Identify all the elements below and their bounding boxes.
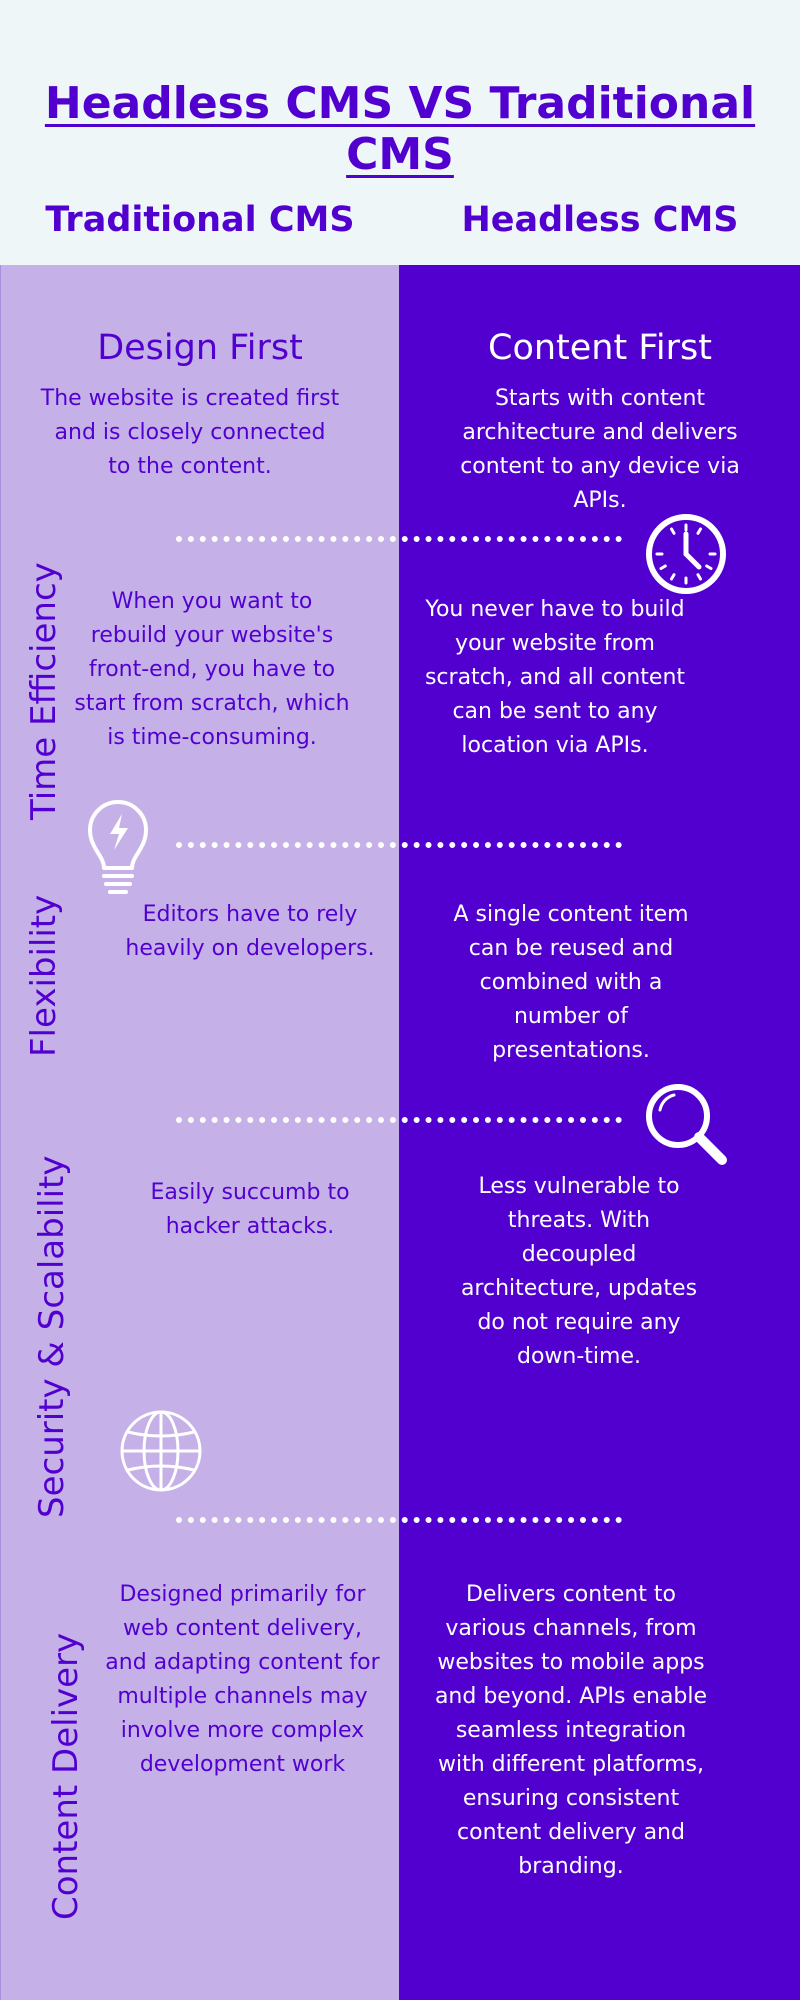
traditional-cms-header: Traditional CMS [45,200,355,240]
page-title: Headless CMS VS Traditional CMS [44,78,756,180]
time-efficiency-label: Time Efficiency [24,562,64,820]
headless-cms-header: Headless CMS [461,200,739,240]
security-traditional: Easily succumb to hacker attacks. [150,1180,350,1239]
delivery-headless: Delivers content to various channels, from websites to mobile apps and beyond. APIs enable seamless integration with different platforms, ensuring consistent content delivery and branding. [434,1582,708,1879]
flexibility-label: Flexibility [24,894,64,1057]
time-efficiency-headless: You never have to build your website from scratch, and all content can be sent to any location via APIs. [424,597,686,758]
globe-icon [118,1408,204,1494]
lightbulb-icon [84,796,152,902]
security-headless: Less vulnerable to threats. With decoupled architecture, updates do not require any down-time. [460,1174,698,1369]
content-delivery-label: Content Delivery [46,1632,86,1920]
content-first-text: Starts with content architecture and delivers content to any device via APIs. [460,386,740,513]
design-first-heading: Design First [97,328,303,368]
divider-3 [176,1117,622,1123]
magnifier-icon [642,1080,732,1170]
divider-2 [176,842,622,848]
divider-1 [176,536,622,542]
security-scalability-label: Security & Scalability [32,1155,72,1518]
clock-icon [644,512,728,596]
flexibility-traditional: Editors have to rely heavily on developers. [125,902,375,961]
time-efficiency-traditional: When you want to rebuild your website's front-end, you have to start from scratch, which is time-consuming. [74,589,350,750]
design-first-text: The website is created first and is closely connected to the content. [40,386,340,479]
delivery-traditional: Designed primarily for web content delivery, and adapting content for multiple channels may involve more complex development work [105,1582,380,1777]
flexibility-headless: A single content item can be reused and combined with a number of presentations. [453,902,689,1063]
content-first-heading: Content First [488,328,712,368]
divider-4 [176,1517,622,1523]
